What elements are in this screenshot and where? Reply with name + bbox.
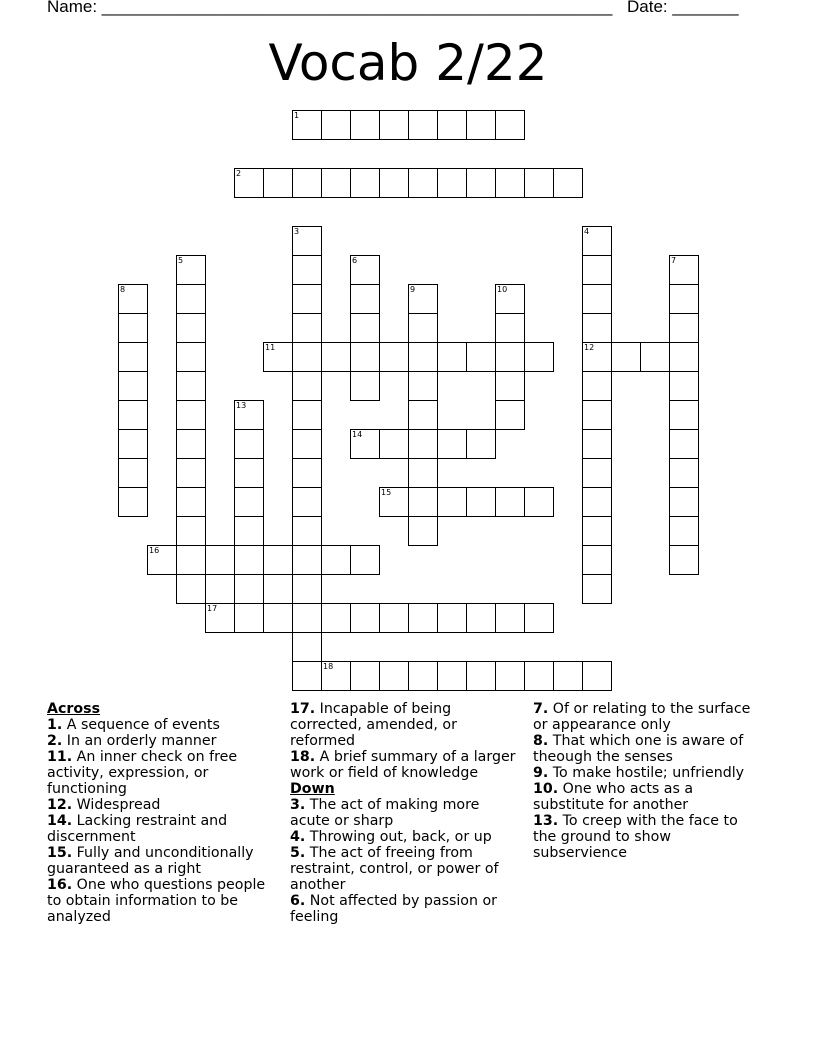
grid-cell[interactable]	[176, 458, 206, 488]
grid-cell[interactable]	[466, 168, 496, 198]
name-field-label: Name: ______________________________________________________	[47, 0, 613, 16]
grid-cell[interactable]	[582, 429, 612, 459]
clue-number: 5.	[290, 845, 306, 861]
grid-cell[interactable]	[466, 603, 496, 633]
down-heading: Down	[290, 781, 335, 797]
grid-cell[interactable]	[234, 574, 264, 604]
across-heading: Across	[47, 701, 101, 717]
clue-number: 2.	[47, 733, 63, 749]
grid-cell[interactable]	[350, 255, 380, 285]
grid-cell[interactable]	[466, 342, 496, 372]
grid-cell[interactable]	[524, 168, 554, 198]
grid-cell[interactable]	[437, 342, 467, 372]
cell-number: 2	[236, 169, 242, 178]
grid-cell[interactable]	[176, 545, 206, 575]
grid-cell[interactable]	[408, 168, 438, 198]
grid-cell[interactable]	[437, 487, 467, 517]
grid-cell[interactable]	[408, 284, 438, 314]
clue-number: 16.	[47, 877, 73, 893]
grid-cell[interactable]	[379, 342, 409, 372]
grid-cell[interactable]	[669, 429, 699, 459]
grid-cell[interactable]	[292, 429, 322, 459]
grid-cell[interactable]	[234, 168, 264, 198]
grid-cell[interactable]	[495, 371, 525, 401]
grid-cell[interactable]	[640, 342, 670, 372]
clue-down-6	[290, 893, 522, 925]
grid-cell[interactable]	[176, 255, 206, 285]
clue-across-14	[47, 813, 279, 845]
grid-cell[interactable]	[176, 429, 206, 459]
grid-cell[interactable]	[263, 603, 293, 633]
clue-across-11	[47, 749, 279, 797]
grid-cell[interactable]	[321, 342, 351, 372]
clue-text: That which one is aware of theough the senses	[533, 733, 744, 765]
grid-cell[interactable]	[176, 400, 206, 430]
grid-cell[interactable]	[292, 371, 322, 401]
grid-cell[interactable]	[582, 661, 612, 691]
grid-cell[interactable]	[176, 371, 206, 401]
cell-number: 14	[352, 430, 363, 439]
grid-cell[interactable]	[408, 603, 438, 633]
grid-cell[interactable]	[524, 342, 554, 372]
clue-number: 3.	[290, 797, 306, 813]
grid-cell[interactable]	[118, 458, 148, 488]
cell-number: 18	[323, 662, 334, 671]
cell-number: 3	[294, 227, 300, 236]
clues-column-2	[290, 701, 522, 925]
clue-text: A brief summary of a larger work or field of knowledge	[290, 749, 516, 781]
grid-cell[interactable]	[379, 603, 409, 633]
grid-cell[interactable]	[292, 400, 322, 430]
grid-cell[interactable]	[495, 168, 525, 198]
grid-cell[interactable]	[495, 400, 525, 430]
grid-cell[interactable]	[292, 110, 322, 140]
grid-cell[interactable]	[118, 284, 148, 314]
grid-cell[interactable]	[495, 603, 525, 633]
grid-cell[interactable]	[292, 603, 322, 633]
grid-cell[interactable]	[234, 458, 264, 488]
grid-cell[interactable]	[321, 110, 351, 140]
cell-number: 11	[265, 343, 276, 352]
grid-cell[interactable]	[611, 342, 641, 372]
clue-text: Widespread	[76, 797, 161, 813]
clue-number: 6.	[290, 893, 306, 909]
cell-number: 16	[149, 546, 160, 555]
grid-cell[interactable]	[582, 255, 612, 285]
grid-cell[interactable]	[118, 342, 148, 372]
grid-cell[interactable]	[350, 429, 380, 459]
clue-down-4	[290, 829, 522, 845]
grid-cell[interactable]	[437, 661, 467, 691]
grid-cell[interactable]	[495, 313, 525, 343]
grid-cell[interactable]	[321, 168, 351, 198]
grid-cell[interactable]	[408, 487, 438, 517]
clue-across-1	[47, 717, 279, 733]
grid-cell[interactable]	[669, 255, 699, 285]
grid-cell[interactable]	[350, 284, 380, 314]
grid-cell[interactable]	[292, 574, 322, 604]
cell-number: 17	[207, 604, 218, 613]
clue-text: The act of freeing from restraint, control, or power of another	[290, 845, 499, 893]
clue-text: A sequence of events	[66, 717, 220, 733]
grid-cell[interactable]	[437, 603, 467, 633]
clue-across-2	[47, 733, 279, 749]
clue-number: 8.	[533, 733, 549, 749]
clue-down-5	[290, 845, 522, 893]
grid-cell[interactable]	[553, 661, 583, 691]
grid-cell[interactable]	[292, 632, 322, 662]
clue-across-12	[47, 797, 279, 813]
grid-cell[interactable]	[495, 487, 525, 517]
grid-cell[interactable]	[176, 516, 206, 546]
clue-text: One who questions people to obtain information to be analyzed	[47, 877, 266, 925]
grid-cell[interactable]	[118, 371, 148, 401]
grid-cell[interactable]	[176, 284, 206, 314]
grid-cell[interactable]	[176, 574, 206, 604]
grid-cell[interactable]	[495, 661, 525, 691]
grid-cell[interactable]	[379, 487, 409, 517]
grid-cell[interactable]	[176, 342, 206, 372]
grid-cell[interactable]	[292, 661, 322, 691]
grid-cell[interactable]	[669, 458, 699, 488]
grid-cell[interactable]	[263, 342, 293, 372]
clue-number: 17.	[290, 701, 316, 717]
grid-cell[interactable]	[350, 110, 380, 140]
grid-cell[interactable]	[205, 603, 235, 633]
cell-number: 9	[410, 285, 416, 294]
grid-cell[interactable]	[408, 661, 438, 691]
grid-cell[interactable]	[669, 545, 699, 575]
grid-cell[interactable]	[582, 400, 612, 430]
grid-cell[interactable]	[118, 400, 148, 430]
clue-number: 1.	[47, 717, 63, 733]
cell-number: 4	[584, 227, 590, 236]
grid-cell[interactable]	[408, 313, 438, 343]
grid-cell[interactable]	[408, 516, 438, 546]
grid-cell[interactable]	[263, 545, 293, 575]
clue-down-3	[290, 797, 522, 829]
grid-cell[interactable]	[234, 545, 264, 575]
clue-number: 15.	[47, 845, 73, 861]
grid-cell[interactable]	[524, 603, 554, 633]
clue-down-9	[533, 765, 765, 781]
clue-number: 14.	[47, 813, 73, 829]
grid-cell[interactable]	[669, 487, 699, 517]
grid-cell[interactable]	[292, 313, 322, 343]
date-field-label: Date: _______	[627, 0, 739, 16]
grid-cell[interactable]	[582, 371, 612, 401]
grid-cell[interactable]	[582, 284, 612, 314]
grid-cell[interactable]	[292, 284, 322, 314]
clue-down-7	[533, 701, 765, 733]
grid-cell[interactable]	[408, 342, 438, 372]
clue-down-10	[533, 781, 765, 813]
clue-text: In an orderly manner	[66, 733, 217, 749]
grid-cell[interactable]	[118, 487, 148, 517]
grid-cell[interactable]	[524, 487, 554, 517]
grid-cell[interactable]	[553, 168, 583, 198]
grid-cell[interactable]	[350, 603, 380, 633]
grid-cell[interactable]	[176, 487, 206, 517]
grid-cell[interactable]	[582, 545, 612, 575]
clue-number: 18.	[290, 749, 316, 765]
clue-across-16	[47, 877, 279, 925]
clue-down-8	[533, 733, 765, 765]
cell-number: 6	[352, 256, 358, 265]
grid-cell[interactable]	[408, 371, 438, 401]
page-title: Vocab 2/22	[268, 34, 548, 92]
grid-cell[interactable]	[495, 284, 525, 314]
clue-text: To make hostile; unfriendly	[552, 765, 745, 781]
clue-text: Fully and unconditionally guaranteed as a right	[47, 845, 254, 877]
grid-cell[interactable]	[408, 400, 438, 430]
cell-number: 15	[381, 488, 392, 497]
clue-number: 7.	[533, 701, 549, 717]
grid-cell[interactable]	[582, 516, 612, 546]
grid-cell[interactable]	[379, 168, 409, 198]
grid-cell[interactable]	[321, 661, 351, 691]
grid-cell[interactable]	[292, 255, 322, 285]
cell-number: 5	[178, 256, 184, 265]
grid-cell[interactable]	[292, 226, 322, 256]
clue-text: An inner check on free activity, expression, or functioning	[47, 749, 238, 797]
clue-number: 11.	[47, 749, 73, 765]
clue-text: Of or relating to the surface or appearance only	[533, 701, 751, 733]
clue-number: 12.	[47, 797, 73, 813]
grid-cell[interactable]	[292, 545, 322, 575]
clues-column-3	[533, 701, 765, 861]
grid-cell[interactable]	[350, 168, 380, 198]
grid-cell[interactable]	[350, 371, 380, 401]
clue-text: One who acts as a substitute for another	[533, 781, 694, 813]
grid-cell[interactable]	[321, 545, 351, 575]
grid-cell[interactable]	[205, 545, 235, 575]
grid-cell[interactable]	[669, 400, 699, 430]
grid-cell[interactable]	[669, 313, 699, 343]
grid-cell[interactable]	[582, 487, 612, 517]
grid-cell[interactable]	[524, 661, 554, 691]
grid-cell[interactable]	[669, 371, 699, 401]
grid-cell[interactable]	[321, 603, 351, 633]
clue-number: 4.	[290, 829, 306, 845]
grid-cell[interactable]	[582, 574, 612, 604]
grid-cell[interactable]	[263, 168, 293, 198]
grid-cell[interactable]	[437, 429, 467, 459]
clue-number: 10.	[533, 781, 559, 797]
grid-cell[interactable]	[582, 342, 612, 372]
grid-cell[interactable]	[669, 342, 699, 372]
grid-cell[interactable]	[437, 168, 467, 198]
grid-cell[interactable]	[582, 226, 612, 256]
grid-cell[interactable]	[495, 342, 525, 372]
grid-cell[interactable]	[118, 313, 148, 343]
grid-cell[interactable]	[147, 545, 177, 575]
grid-cell[interactable]	[466, 429, 496, 459]
clues-column-1	[47, 701, 279, 925]
cell-number: 8	[120, 285, 126, 294]
clue-down-13	[533, 813, 765, 861]
grid-cell[interactable]	[118, 429, 148, 459]
grid-cell[interactable]	[350, 342, 380, 372]
clue-text: To creep with the face to the ground to show subservience	[533, 813, 738, 861]
grid-cell[interactable]	[379, 429, 409, 459]
grid-cell[interactable]	[582, 313, 612, 343]
clue-across-17	[290, 701, 522, 749]
grid-cell[interactable]	[466, 487, 496, 517]
grid-cell[interactable]	[292, 342, 322, 372]
clue-number: 13.	[533, 813, 559, 829]
cell-number: 7	[671, 256, 677, 265]
grid-cell[interactable]	[350, 661, 380, 691]
grid-cell[interactable]	[350, 313, 380, 343]
grid-cell[interactable]	[292, 487, 322, 517]
grid-cell[interactable]	[437, 110, 467, 140]
cell-number: 12	[584, 343, 595, 352]
grid-cell[interactable]	[408, 110, 438, 140]
clue-text: Incapable of being corrected, amended, or reformed	[290, 701, 457, 749]
clue-across-15	[47, 845, 279, 877]
grid-cell[interactable]	[350, 545, 380, 575]
cell-number: 1	[294, 111, 300, 120]
grid-cell[interactable]	[466, 661, 496, 691]
cell-number: 10	[497, 285, 508, 294]
clue-across-18	[290, 749, 522, 781]
grid-cell[interactable]	[234, 429, 264, 459]
grid-cell[interactable]	[379, 661, 409, 691]
grid-cell[interactable]	[234, 516, 264, 546]
clue-text: Lacking restraint and discernment	[47, 813, 228, 845]
cell-number: 13	[236, 401, 247, 410]
grid-cell[interactable]	[408, 429, 438, 459]
grid-cell[interactable]	[669, 284, 699, 314]
grid-cell[interactable]	[234, 400, 264, 430]
grid-cell[interactable]	[292, 168, 322, 198]
grid-cell[interactable]	[292, 516, 322, 546]
grid-cell[interactable]	[495, 110, 525, 140]
grid-cell[interactable]	[669, 516, 699, 546]
clue-text: Throwing out, back, or up	[309, 829, 492, 845]
grid-cell[interactable]	[408, 458, 438, 488]
clue-text: Not affected by passion or feeling	[290, 893, 497, 925]
grid-cell[interactable]	[292, 458, 322, 488]
clue-text: The act of making more acute or sharp	[290, 797, 480, 829]
grid-cell[interactable]	[379, 110, 409, 140]
clue-number: 9.	[533, 765, 549, 781]
grid-cell[interactable]	[234, 603, 264, 633]
grid-cell[interactable]	[176, 313, 206, 343]
grid-cell[interactable]	[234, 487, 264, 517]
grid-cell[interactable]	[582, 458, 612, 488]
grid-cell[interactable]	[466, 110, 496, 140]
